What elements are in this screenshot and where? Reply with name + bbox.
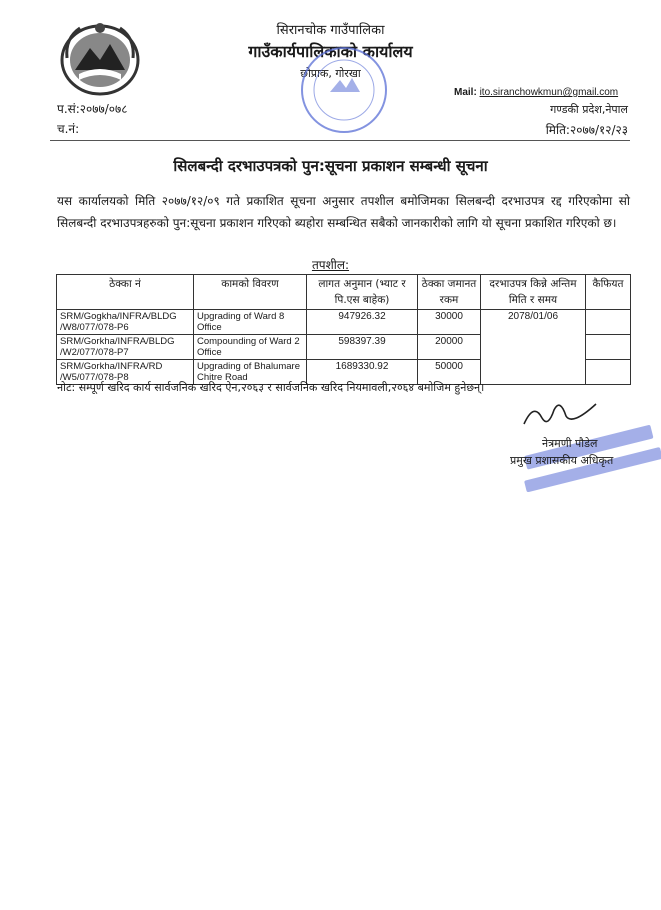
municipality-name: सिरानचोक गाउँपालिका <box>276 23 385 38</box>
email-label: Mail: <box>454 87 477 98</box>
province: गण्डकी प्रदेश,नेपाल <box>550 103 628 116</box>
cell-deposit: 50000 <box>418 360 481 385</box>
office-stamp <box>298 44 390 136</box>
email-line <box>454 87 618 98</box>
signatory-name: नेत्रमणी पौडेल <box>542 437 598 450</box>
th-contract-no: ठेक्का नं <box>57 275 194 310</box>
signatory-title: प्रमुख प्रशासकीय अधिकृत <box>510 454 614 467</box>
tender-table <box>56 274 631 385</box>
cell-remarks <box>586 360 631 385</box>
office-address: छोप्राक, गोरखा <box>300 67 361 80</box>
table-caption: तपशील: <box>311 258 350 272</box>
th-estimate: लागत अनुमान (भ्याट र पि.एस बाहेक) <box>307 275 418 310</box>
table-header-row <box>57 275 631 310</box>
cell-remarks <box>586 310 631 335</box>
cell-estimate: 598397.39 <box>307 335 418 360</box>
notice-body: यस कार्यालयको मिति २०७७/१२/०९ गते प्रकाशित सूचना अनुसार तपशील बमोजिमका सिलबन्दी दरभाउपत्र रद्द गरिएकोमा सो सिलबन्दी दरभाउपत्रहरुको पुन:सूचना प्रकाशन गरिएको ब्यहोरा सम्बन्धित सबैको जानकारीको लागि यो सूचना प्रकाशित गरिएको छ। <box>57 194 630 230</box>
cell-work-desc: Compounding of Ward 2 Office <box>194 335 307 360</box>
th-deadline: दरभाउपत्र किन्ने अन्तिम मिति र समय <box>481 275 586 310</box>
cell-contract-no: SRM/Gogkha/INFRA/BLDG /W8/077/078-P6 <box>57 310 194 335</box>
reference-number: प.सं:२०७७/०७८ <box>57 102 128 116</box>
footer-note: नोट: सम्पूर्ण खरिद कार्य सार्वजनिक खरिद ऐन,२०६३ र सार्वजनिक खरिद नियमावली,२०६४ बमोजिम हुनेछन्। <box>57 381 485 394</box>
cell-contract-no: SRM/Gorkha/INFRA/BLDG /W2/077/078-P7 <box>57 335 194 360</box>
th-remarks: कैफियत <box>586 275 631 310</box>
th-work-desc: कामको विवरण <box>194 275 307 310</box>
header-divider <box>50 140 630 141</box>
cell-deposit: 30000 <box>418 310 481 335</box>
cell-estimate: 947926.32 <box>307 310 418 335</box>
cell-work-desc: Upgrading of Ward 8 Office <box>194 310 307 335</box>
cell-remarks <box>586 335 631 360</box>
table-row <box>57 310 631 335</box>
cell-deposit: 20000 <box>418 335 481 360</box>
cell-deadline: 2078/01/06 <box>481 310 586 385</box>
dispatch-number: च.नं: <box>57 122 80 136</box>
th-deposit: ठेक्का जमानत रकम <box>418 275 481 310</box>
notice-date: मिति:२०७७/१२/२३ <box>545 123 628 137</box>
cell-estimate: 1689330.92 <box>307 360 418 385</box>
signatory-stamp <box>515 412 661 492</box>
cell-contract-no: SRM/Gorkha/INFRA/RD /W5/077/078-P8 <box>57 360 194 385</box>
email-link[interactable]: ito.siranchowkmun@gmail.com <box>479 87 619 98</box>
cell-work-desc: Upgrading of Bhalumare Chitre Road <box>194 360 307 385</box>
office-name: गाउँकार्यपालिकाको कार्यालय <box>248 42 413 61</box>
notice-title: सिलबन्दी दरभाउपत्रको पुन:सूचना प्रकाशन सम्बन्धी सूचना <box>173 157 488 175</box>
